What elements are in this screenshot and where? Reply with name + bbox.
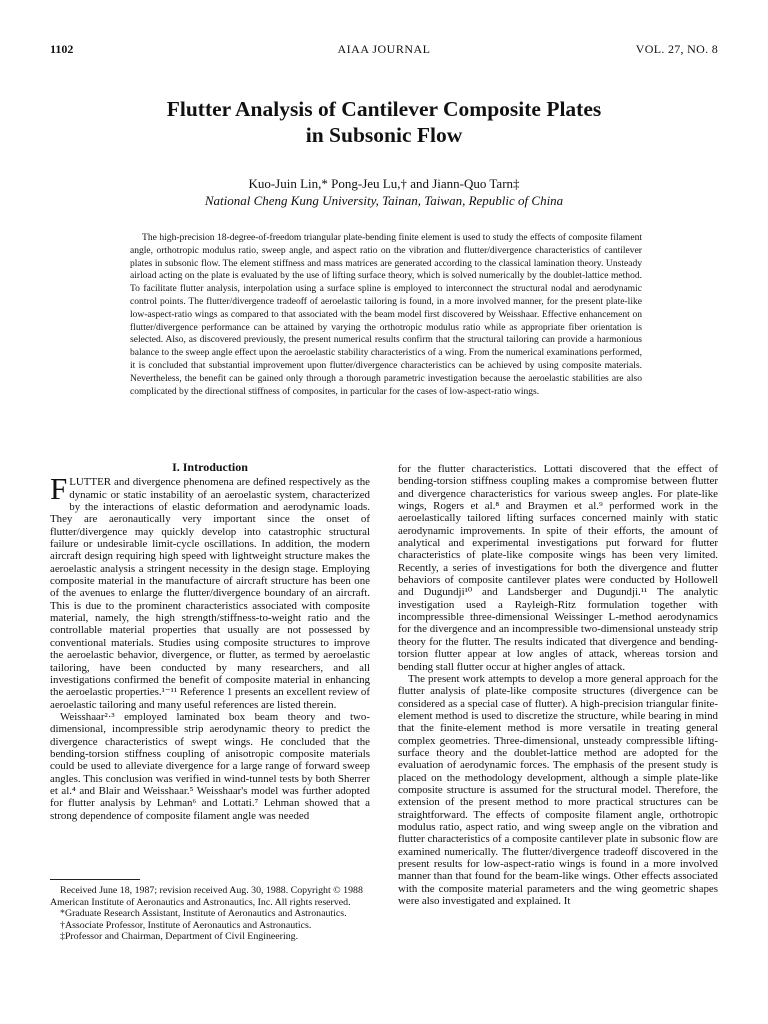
paper-title bbox=[60, 96, 708, 148]
footnote-author-1: *Graduate Research Assistant, Institute of Aeronautics and Astronautics. bbox=[60, 908, 347, 920]
left-column bbox=[50, 461, 370, 822]
right-column bbox=[398, 463, 718, 907]
footnote-author-3: ‡Professor and Chairman, Department of Civil Engineering. bbox=[60, 931, 299, 943]
footnote-divider bbox=[50, 879, 140, 880]
footnotes bbox=[50, 885, 368, 943]
footnote-author-2: †Associate Professor, Institute of Aeronautics and Astronautics. bbox=[60, 919, 312, 931]
intro-paragraph-1 bbox=[50, 471, 370, 711]
volume-issue: VOL. 27, NO. 8 bbox=[635, 42, 718, 56]
footnote-received: Received June 18, 1987; revision received Aug. 30, 1988. Copyright © 1988 American Institute of Aeronautics and Astronautics, Inc. All rights reserved. bbox=[50, 885, 363, 908]
section-heading-introduction: I. Introduction bbox=[172, 460, 248, 474]
intro-paragraph-2: Weisshaar²·³ employed laminated box beam theory and two-dimensional, incompressible strip aerodynamic theory to predict the divergence characteristics of swept wings. He concluded that the bending-torsion stiffness coupling of anisotropic composite materials could be used to alleviate divergence for a large range of forward sweep angles. This conclusion was verified in wind-tunnel tests by both Sherrer et al.⁴ and Blair and Weisshaar.⁵ Weisshaar's model was further adopted for flutter analysis by Lehman⁶ and Lottati.⁷ Lehman showed that a strong dependence of composite filament angle was needed bbox=[50, 710, 370, 822]
intro-paragraph-2-continued: for the flutter characteristics. Lottati discovered that the effect of bending-torsion stiffness coupling makes a compromise between flutter and divergence characteristics for various sweep angles. For plate-like wings, Rogers et al.⁸ and Braymen et al.⁹ performed work in the aeroelastically tailored lifting surfaces concerned mainly with static aerodynamic improvements. In spite of their efforts, the amount of analytical and experimental investigations put forward for flutter characteristics of plate-like composite wings has been very limited. Recently, a series of investigations for both the divergence and flutter behaviors of composite cantilever plates were conducted by Hollowell and Dugundji¹⁰ and Landsberger and Dugundji.¹¹ The analytic investigation used a Rayleigh-Ritz formulation together with incompressible three-dimensional Weissinger L-method aerodynamics for the divergence and an incompressible two-dimensional unsteady strip theory for the flutter. The results indicated that divergence and bending-torsion flutter appear at low angles of attack, whereas torsion and bending stall flutter occur at higher angles of attack. bbox=[398, 463, 718, 673]
author-list: Kuo-Juin Lin,* Pong-Jeu Lu,† and Jiann-Quo Tarn‡ bbox=[248, 176, 520, 191]
intro-paragraph-1-text: LUTTER and divergence phenomena are defined respectively as the dynamic or static instability of an aeroelastic system, characterized by the interactions of elastic deformation and aerodynamic loads. They are aeronautically very important since the onset of flutter/divergence may quickly develop into catastrophic structural failure or undesirable limit-cycle oscillations. In addition, the modern aircraft design requiring high speed with lightweight structure makes the aeroelastic analysis a stringent necessity in the design stage. Employing composite material in the manufacture of aircraft structure has been one of the avenues to enlarge the flutter/divergence boundary of an aircraft. This is due to the prominent characteristics associated with composite material, namely, the high strength/stiffness-to-weight ratio and the controllable material properties that usually are not possessed by conventional materials. Studies using composite structures to improve the aeroelastic behavior, divergence, or flutter, as termed by aeroelastic tailoring, have been conducted by many researchers, and all investigations confirmed the benefit of composite material in enhancing the aeroelastic properties.¹⁻¹¹ Reference 1 presents an excellent review of aeroelastic tailoring and many useful references are listed therein. bbox=[50, 476, 370, 711]
abstract: The high-precision 18-degree-of-freedom triangular plate-bending finite element is used to study the effects of composite filament angle, orthotropic modulus ratio, sweep angle, and aspect ratio on the vibration and flutter/divergence characteristics of cantilever plates in subsonic flow. The element stiffness and mass matrices are generated according to the classical lamination theory. Unsteady airload acting on the plate is evaluated by the use of lifting surface theory, which is solved numerically by the doublet-lattice method. To facilitate flutter analysis, interpolation using a surface spline is employed to interconnect the structural nodal and aerodynamic control points. The flutter/divergence tradeoff of aeroelastic tailoring is found, in a more involved manner, for the present plate-like low-aspect-ratio wings as compared to that associated with the beam model first discovered by Weisshaar. Effective enhancement on flutter/divergence performance can be attained by varying the orthotropic modulus ratio while as appropriate fiber orientation is selected. Also, as discovered previously, the present numerical results confirm that the structural tailoring can provide a harmonious balance to the sweep angle effect upon the aeroelastic stability characteristics of a wing. From the numerical examinations performed, it is concluded that substantial improvement upon flutter/divergence characteristics can be achieved by using composite materials. Nevertheless, the benefit can be gained only through a thorough parametric investigation because the aeroelastic stabilities are also complicated by the directional stiffness of composites, in particular for the cases of low-aspect-ratio wings. bbox=[130, 232, 642, 397]
page-number: 1102 bbox=[50, 42, 74, 56]
running-header bbox=[50, 42, 718, 56]
author-affiliation: National Cheng Kung University, Tainan, Taiwan, Republic of China bbox=[204, 193, 564, 208]
title-line-2: in Subsonic Flow bbox=[305, 123, 463, 147]
drop-cap: F bbox=[50, 471, 68, 507]
intro-paragraph-3: The present work attempts to develop a more general approach for the flutter analysis of plate-like composite structures (divergence can be considered as a special case of flutter). A high-precision triangular finite-element method is used to discretize the structure, while bearing in mind that the finite-element method is more versatile in treating general complex geometries. Three-dimensional, unsteady compressible lifting-surface theory and the doublet-lattice method are adopted for the evaluation of aerodynamic forces. The emphasis of the present study is placed on the methodology development, although a simple plate-like composite structure is assumed for the structural model. Therefore, the extension of the present method to more practical structures can be straightforward. The effects of composite filament angle, orthotropic modulus ratio, aspect ratio, and wing sweep angle on the vibration and flutter characteristics of a composite cantilever plate in subsonic flow are examined numerically. The flutter/divergence tradeoff discovered in the present results for low-aspect-ratio wings is found in a more involved manner than that found for the beam-like wings. Other effects associated with the composite material parameters and the wing geometric shapes were also investigated and explained. It bbox=[398, 672, 718, 908]
title-line-1: Flutter Analysis of Cantilever Composite Plates bbox=[166, 97, 602, 121]
journal-name: AIAA JOURNAL bbox=[337, 42, 431, 56]
